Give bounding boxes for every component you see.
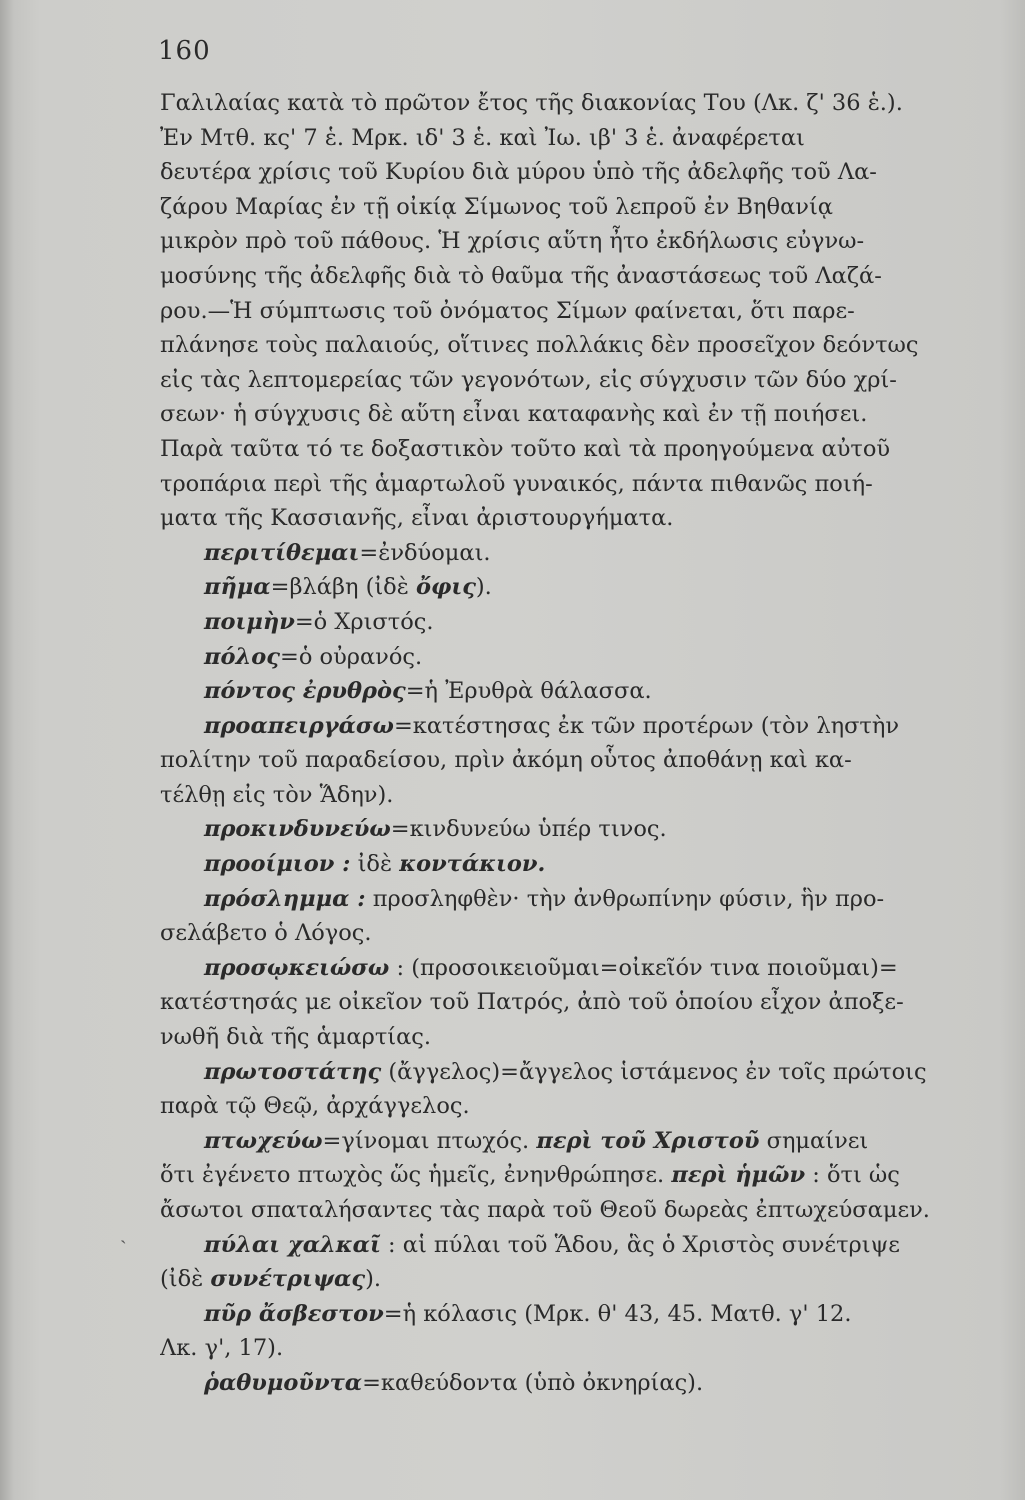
paragraph-line: Ἐν Μτθ. κς' 7 ἑ. Μρκ. ιδ' 3 ἑ. καὶ Ἰω. ιβ' 3 ἑ. ἀναφέρεται [160,124,805,151]
paragraph-line: Παρὰ ταῦτα τό τε δοξαστικὸν τοῦτο καὶ τὰ προηγούμενα αὐτοῦ [160,435,891,462]
paragraph-line: πλάνησε τοὺς παλαιούς, οἵτινες πολλάκις δὲν προσεῖχον δεόντως [160,332,919,359]
paragraph-line: ρου.—Ἡ σύμπτωσις τοῦ ὀνόματος Σίμων φαίνεται, ὅτι παρε- [160,297,855,324]
glossary-entry [160,536,1020,571]
entry-continuation: νωθῆ διὰ τῆς ἁμαρτίας. [160,1024,432,1051]
entry-headword: πόλος [204,643,280,670]
entry-definition: =ἡ κόλασις (Μρκ. θ' 43, 45. Ματθ. γ' 12. [383,1300,852,1327]
entry-emphasis: περὶ τοῦ Χριστοῦ [536,1127,760,1154]
entry-headword: προκινδυνεύω [204,816,391,843]
glossary-entry [160,1124,1020,1159]
glossary-entry [160,640,1020,675]
paragraph-line: μοσύνης τῆς ἀδελφῆς διὰ τὸ θαῦμα τῆς ἀναστάσεως τοῦ Λαζά- [160,262,882,289]
glossary-entry [160,709,1020,744]
entry-definition: =γίνομαι πτωχός. [322,1127,537,1154]
page-text [160,86,1020,1401]
entry-continuation: πολίτην τοῦ παραδείσου, πρὶν ἀκόμη οὗτος ἀποθάνῃ καὶ κα- [160,747,852,774]
entry-continuation [160,1158,1020,1193]
glossary-entry [160,812,1020,847]
entry-definition: =ὁ οὐρανός. [279,643,423,670]
entry-emphasis: περὶ ἡμῶν [671,1162,806,1189]
entry-reference: κοντάκιον. [399,851,546,878]
entry-definition: =ἡ Ἐρυθρὰ θάλασσα. [405,678,652,705]
entry-headword: πῦρ ἄσβεστον [204,1300,384,1327]
margin-mark: ˎ [120,1220,127,1244]
entry-headword: περιτίθεμαι [204,539,360,566]
entry-definition: σημαίνει [759,1127,869,1154]
glossary-entry [160,951,1020,986]
paragraph-line: σεων· ἡ σύγχυσις δὲ αὕτη εἶναι καταφανὴς καὶ ἐν τῇ ποιήσει. [160,401,868,428]
glossary-entry [160,1366,1020,1401]
entry-continuation: σελάβετο ὁ Λόγος. [160,920,372,947]
entry-headword: ῥαθυμοῦντα [204,1369,363,1396]
glossary-entry [160,605,1020,640]
entry-headword: πρωτοστάτης [204,1058,382,1085]
entry-continuation: κατέστησάς με οἰκεῖον τοῦ Πατρός, ἀπὸ τοῦ ὁποίου εἶχον ἀποξε- [160,989,904,1016]
entry-definition: ὅτι ἐγένετο πτωχὸς ὥς ἡμεῖς, ἐνηνθρώπησε. [160,1162,672,1189]
entry-headword: προοίμιον : [204,851,351,878]
paragraph-line: τροπάρια περὶ τῆς ἁμαρτωλοῦ γυναικός, πάντα πιθανῶς ποιή- [160,470,873,497]
glossary-entry [160,1297,1020,1332]
entry-definition: =καθεύδοντα (ὑπὸ ὀκνηρίας). [362,1369,704,1396]
entry-definition: ἰδὲ [350,851,400,878]
entry-continuation: τέλθῃ εἰς τὸν Ἅδην). [160,781,394,808]
glossary-entry [160,1228,1020,1263]
entry-reference: ὄφις [415,574,476,601]
paragraph-line: δευτέρα χρίσις τοῦ Κυρίου διὰ μύρου ὑπὸ τῆς ἀδελφῆς τοῦ Λα- [160,159,877,186]
paragraph-line: Γαλιλαίας κατὰ τὸ πρῶτον ἔτος τῆς διακονίας Του (Λκ. ζ' 36 ἑ.). [160,90,903,116]
entry-headword: πύλαι χαλκαῖ [204,1231,381,1258]
entry-definition: ). [475,574,492,601]
entry-continuation: Λκ. γ', 17). [160,1335,284,1362]
entry-headword: ποιμὴν [204,608,295,635]
paragraph-line: μικρὸν πρὸ τοῦ πάθους. Ἡ χρίσις αὕτη ἦτο ἐκδήλωσις εὐγνω- [160,228,865,255]
entry-definition: : αἱ πύλαι τοῦ Ἅδου, ἃς ὁ Χριστὸς συνέτριψε [380,1231,900,1258]
entry-headword: πῆμα [204,574,271,601]
entry-continuation: παρὰ τῷ Θεῷ, ἀρχάγγελος. [160,1093,470,1120]
entry-definition: (ἰδὲ [160,1266,211,1293]
entry-definition: ). [365,1266,381,1293]
entry-continuation: ἄσωτοι σπαταλήσαντες τὰς παρὰ τοῦ Θεοῦ δωρεὰς ἐπτωχεύσαμεν. [160,1197,930,1223]
page-number: 160 [158,36,211,66]
entry-headword: πρόσλημμα : [204,885,366,912]
entry-definition: =κινδυνεύω ὑπέρ τινος. [390,816,667,843]
glossary-entry [160,570,1020,605]
entry-definition: =ἐνδύομαι. [359,539,491,566]
glossary-entry [160,1055,1020,1090]
entry-definition: : (προσοικειοῦμαι=οἰκεῖόν τινα ποιοῦμαι)= [389,954,898,981]
entry-headword: προαπειργάσω [204,712,394,739]
entry-reference: συνέτριψας [210,1266,366,1293]
entry-definition: =βλάβη (ἰδὲ [270,574,416,601]
entry-headword: πτωχεύω [204,1127,323,1154]
glossary-entry [160,847,1020,882]
paragraph-line: ζάρου Μαρίας ἐν τῇ οἰκίᾳ Σίμωνος τοῦ λεπροῦ ἐν Βηθανίᾳ [160,193,833,220]
paragraph-line: ματα τῆς Κασσιανῆς, εἶναι ἀριστουργήματα. [160,505,674,532]
glossary-entry [160,674,1020,709]
entry-definition: : ὅτι ὡς [805,1162,900,1189]
entry-definition: =ὁ Χριστός. [294,608,434,635]
entry-continuation [160,1262,1020,1297]
entry-definition: (ἄγγελος)=ἄγγελος ἱστάμενος ἐν τοῖς πρώτοις [381,1058,927,1085]
entry-headword: πόντος ἐρυθρὸς [204,678,406,705]
glossary-entry [160,882,1020,917]
entry-definition: =κατέστησας ἐκ τῶν προτέρων (τὸν ληστὴν [393,712,900,739]
entry-headword: προσῳκειώσω [204,954,390,981]
entry-definition: προσληφθὲν· τὴν ἀνθρωπίνην φύσιν, ἣν προ- [365,885,885,912]
paragraph-line: εἰς τὰς λεπτομερείας τῶν γεγονότων, εἰς σύγχυσιν τῶν δύο χρί- [160,366,897,393]
